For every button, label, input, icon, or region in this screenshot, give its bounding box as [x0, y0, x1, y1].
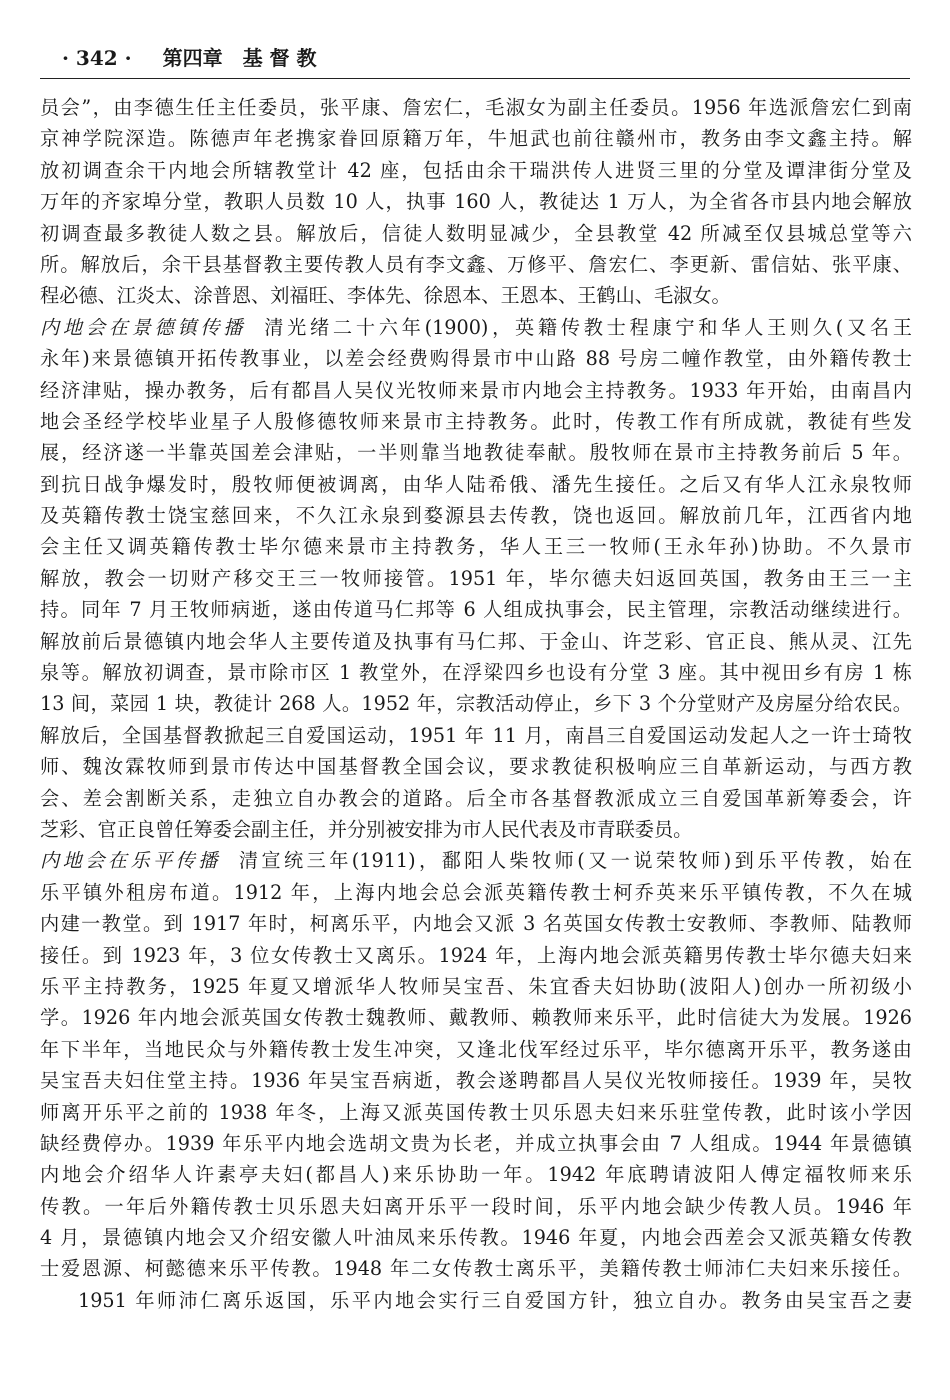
- line-text: 解放后，全国基督教掀起三自爱国运动，1951 年 11 月，南昌三自爱国运动发起人之一许士琦牧: [40, 723, 912, 747]
- line-text: 到抗日战争爆发时，殷牧师便被调离，由华人陆希俄、潘先生接任。之后又有华人江永泉牧师: [40, 472, 912, 496]
- text-line: [40, 437, 912, 468]
- line-text: 内地会介绍华人许素亭夫妇(都昌人)来乐协助一年。1942 年底聘请波阳人傅定福牧师来乐: [40, 1163, 912, 1187]
- text-line: [40, 563, 912, 594]
- line-text: 缺经费停办。1939 年乐平内地会选胡文贵为长老，并成立执事会由 7 人组成。1944 年景德镇: [40, 1131, 912, 1155]
- text-line: [40, 845, 912, 876]
- text-line: [40, 249, 912, 280]
- line-text: 展，经济遂一半靠英国差会津贴，一半则靠当地教徒奉献。殷牧师在景市主持教务前后 5 年。: [40, 441, 912, 465]
- text-line: [40, 375, 912, 406]
- line-text: 及英籍传教士饶宝慈回来，不久江永泉到婺源县去传教，饶也返回。解放前几年，江西省内地: [40, 504, 912, 528]
- line-text: 年下半年，当地民众与外籍传教士发生冲突，又逢北伐军经过乐平，毕尔德离开乐平，教务遂由: [40, 1037, 912, 1061]
- section-heading: 内地会在乐平传播: [40, 849, 221, 873]
- text-line: [40, 877, 912, 908]
- running-head: [62, 44, 317, 72]
- text-line: [40, 1191, 912, 1222]
- text-line: [40, 1002, 912, 1033]
- line-text: 所。解放后，余干县基督教主要传教人员有李文鑫、万修平、詹宏仁、李更新、雷信姑、张平康、: [40, 252, 912, 276]
- text-line: [40, 751, 912, 782]
- text-line: [40, 1097, 912, 1128]
- line-text: 清宣统三年(1911)，鄱阳人柴牧师(又一说荣牧师)到乐平传教，始在: [238, 849, 912, 873]
- line-text: 吴宝吾夫妇住堂主持。1936 年吴宝吾病逝，教会遂聘都昌人吴仪光牧师接任。1939 年，吴牧: [40, 1069, 912, 1093]
- line-text: 京神学院深造。陈德声年老携家眷回原籍万年，牛旭武也前往赣州市，教务由李文鑫主持。解: [40, 127, 912, 151]
- line-text: 泉等。解放初调查，景市除市区 1 教堂外，在浮梁四乡也设有分堂 3 座。其中视田乡有房 1 栋: [40, 661, 912, 685]
- line-text: 解放，教会一切财产移交王三一牧师接管。1951 年，毕尔德夫妇返回英国，教务由王三一主: [40, 566, 912, 590]
- text-line: [40, 92, 912, 123]
- text-line: [40, 1253, 912, 1284]
- text-line: [40, 814, 912, 845]
- text-line: [40, 155, 912, 186]
- line-text: 乐平主持教务，1925 年夏又增派华人牧师吴宝吾、朱宜香夫妇协助(波阳人)创办一所初级小: [40, 974, 912, 998]
- line-text: 乐平镇外租房布道。1912 年，上海内地会总会派英籍传教士柯乔英来乐平镇传教，不久在城: [40, 880, 912, 904]
- line-text: 地会圣经学校毕业星子人殷修德牧师来景市主持教务。此时，传教工作有所成就，教徒有些发: [40, 409, 912, 433]
- section-heading: 内地会在景德镇传播: [40, 315, 247, 339]
- line-text: 师离开乐平之前的 1938 年冬，上海又派英国传教士贝乐恩夫妇来乐驻堂传教，此时该小学因: [40, 1100, 912, 1124]
- line-text: 传教。一年后外籍传教士贝乐恩夫妇离开乐平一段时间，乐平内地会缺少传教人员。1946 年: [40, 1194, 912, 1218]
- text-line: [40, 280, 912, 311]
- line-text: 学。1926 年内地会派英国女传教士魏教师、戴教师、赖教师来乐平，此时信徒大为发展。1926: [40, 1006, 912, 1030]
- text-line: [40, 123, 912, 154]
- text-line: [40, 594, 912, 625]
- line-text: 芝彩、官正良曾任筹委会副主任，并分别被安排为市人民代表及市青联委员。: [40, 817, 693, 841]
- line-text: 程必德、江炎太、涂普恩、刘福旺、李体先、徐恩本、王恩本、王鹤山、毛淑女。: [40, 284, 731, 308]
- line-text: 士爱恩源、柯懿德来乐平传教。1948 年二女传教士离乐平，美籍传教士师沛仁夫妇来乐接任。: [40, 1257, 912, 1281]
- body-text: [40, 92, 912, 1316]
- text-line: [40, 218, 912, 249]
- line-text: 会、差会割断关系，走独立自办教会的道路。后全市各基督教派成立三自爱国革新筹委会，许: [40, 786, 912, 810]
- line-text: 1951 年师沛仁离乐返国，乐平内地会实行三自爱国方针，独立自办。教务由吴宝吾之妻: [78, 1288, 912, 1312]
- line-text: 师、魏汝霖牧师到景市传达中国基督教全国会议，要求教徒积极响应三自革新运动，与西方教: [40, 755, 912, 779]
- line-text: 经济津贴，操办教务，后有都昌人吴仪光牧师来景市内地会主持教务。1933 年开始，由南昌内: [40, 378, 912, 402]
- text-line: [40, 688, 912, 719]
- line-text: 13 间，菜园 1 块，教徒计 268 人。1952 年，宗教活动停止，乡下 3 个分堂财产及房屋分给农民。: [40, 692, 912, 716]
- text-line: [40, 657, 912, 688]
- text-line: [40, 531, 912, 562]
- text-line: [40, 500, 912, 531]
- text-line: [40, 406, 912, 437]
- text-line: [40, 312, 912, 343]
- line-text: 永年)来景德镇开拓传教事业，以差会经费购得景市中山路 88 号房二幢作教堂，由外籍传教士: [40, 347, 912, 371]
- text-line: [40, 186, 912, 217]
- text-line: [40, 971, 912, 1002]
- text-line: [40, 783, 912, 814]
- text-line: [40, 908, 912, 939]
- line-text: 持。同年 7 月王牧师病逝，遂由传道马仁邦等 6 人组成执事会，民主管理，宗教活动继续进行。: [40, 598, 912, 622]
- text-line: [40, 469, 912, 500]
- header-rule: [40, 78, 910, 79]
- line-text: 员会”，由李德生任主任委员，张平康、詹宏仁，毛淑女为副主任委员。1956 年选派詹宏仁到南: [40, 96, 912, 119]
- line-text: 会主任又调英籍传教士毕尔德来景市主持教务，华人王三一牧师(王永年孙)协助。不久景市: [40, 535, 912, 559]
- text-line: [40, 720, 912, 751]
- chapter-title: 第四章 基 督 教: [162, 46, 317, 70]
- text-line: [40, 1159, 912, 1190]
- line-text: 4 月，景德镇内地会又介绍安徽人叶油凤来乐传教。1946 年夏，内地会西差会又派英籍女传教: [40, 1226, 912, 1250]
- line-text: 解放前后景德镇内地会华人主要传道及执事有马仁邦、于金山、许芝彩、官正良、熊从灵、江先: [40, 629, 912, 653]
- text-line: [40, 1034, 912, 1065]
- line-text: 放初调查余干内地会所辖教堂计 42 座，包括由余干瑞洪传人进贤三里的分堂及谭津街分堂及: [40, 158, 912, 182]
- line-text: 清光绪二十六年(1900)，英籍传教士程康宁和华人王则久(又名王: [264, 315, 912, 339]
- line-text: 接任。到 1923 年，3 位女传教士又离乐。1924 年，上海内地会派英籍男传教士毕尔德夫妇来: [40, 943, 912, 967]
- text-line: [40, 1222, 912, 1253]
- text-line: [40, 1065, 912, 1096]
- line-text: 万年的齐家埠分堂，教职人员数 10 人，执事 160 人，教徒达 1 万人，为全省各市县内地会解放: [40, 190, 912, 214]
- line-text: 初调查最多教徒人数之县。解放后，信徒人数明显减少，全县教堂 42 所减至仅县城总堂等六: [40, 221, 912, 245]
- line-text: 内建一教堂。到 1917 年时，柯离乐平，内地会又派 3 名英国女传教士安教师、李教师、陆教师: [40, 912, 912, 936]
- text-line: [40, 1285, 912, 1316]
- page-number: · 342 ·: [62, 46, 132, 70]
- text-line: [40, 940, 912, 971]
- text-line: [40, 626, 912, 657]
- text-line: [40, 343, 912, 374]
- text-line: [40, 1128, 912, 1159]
